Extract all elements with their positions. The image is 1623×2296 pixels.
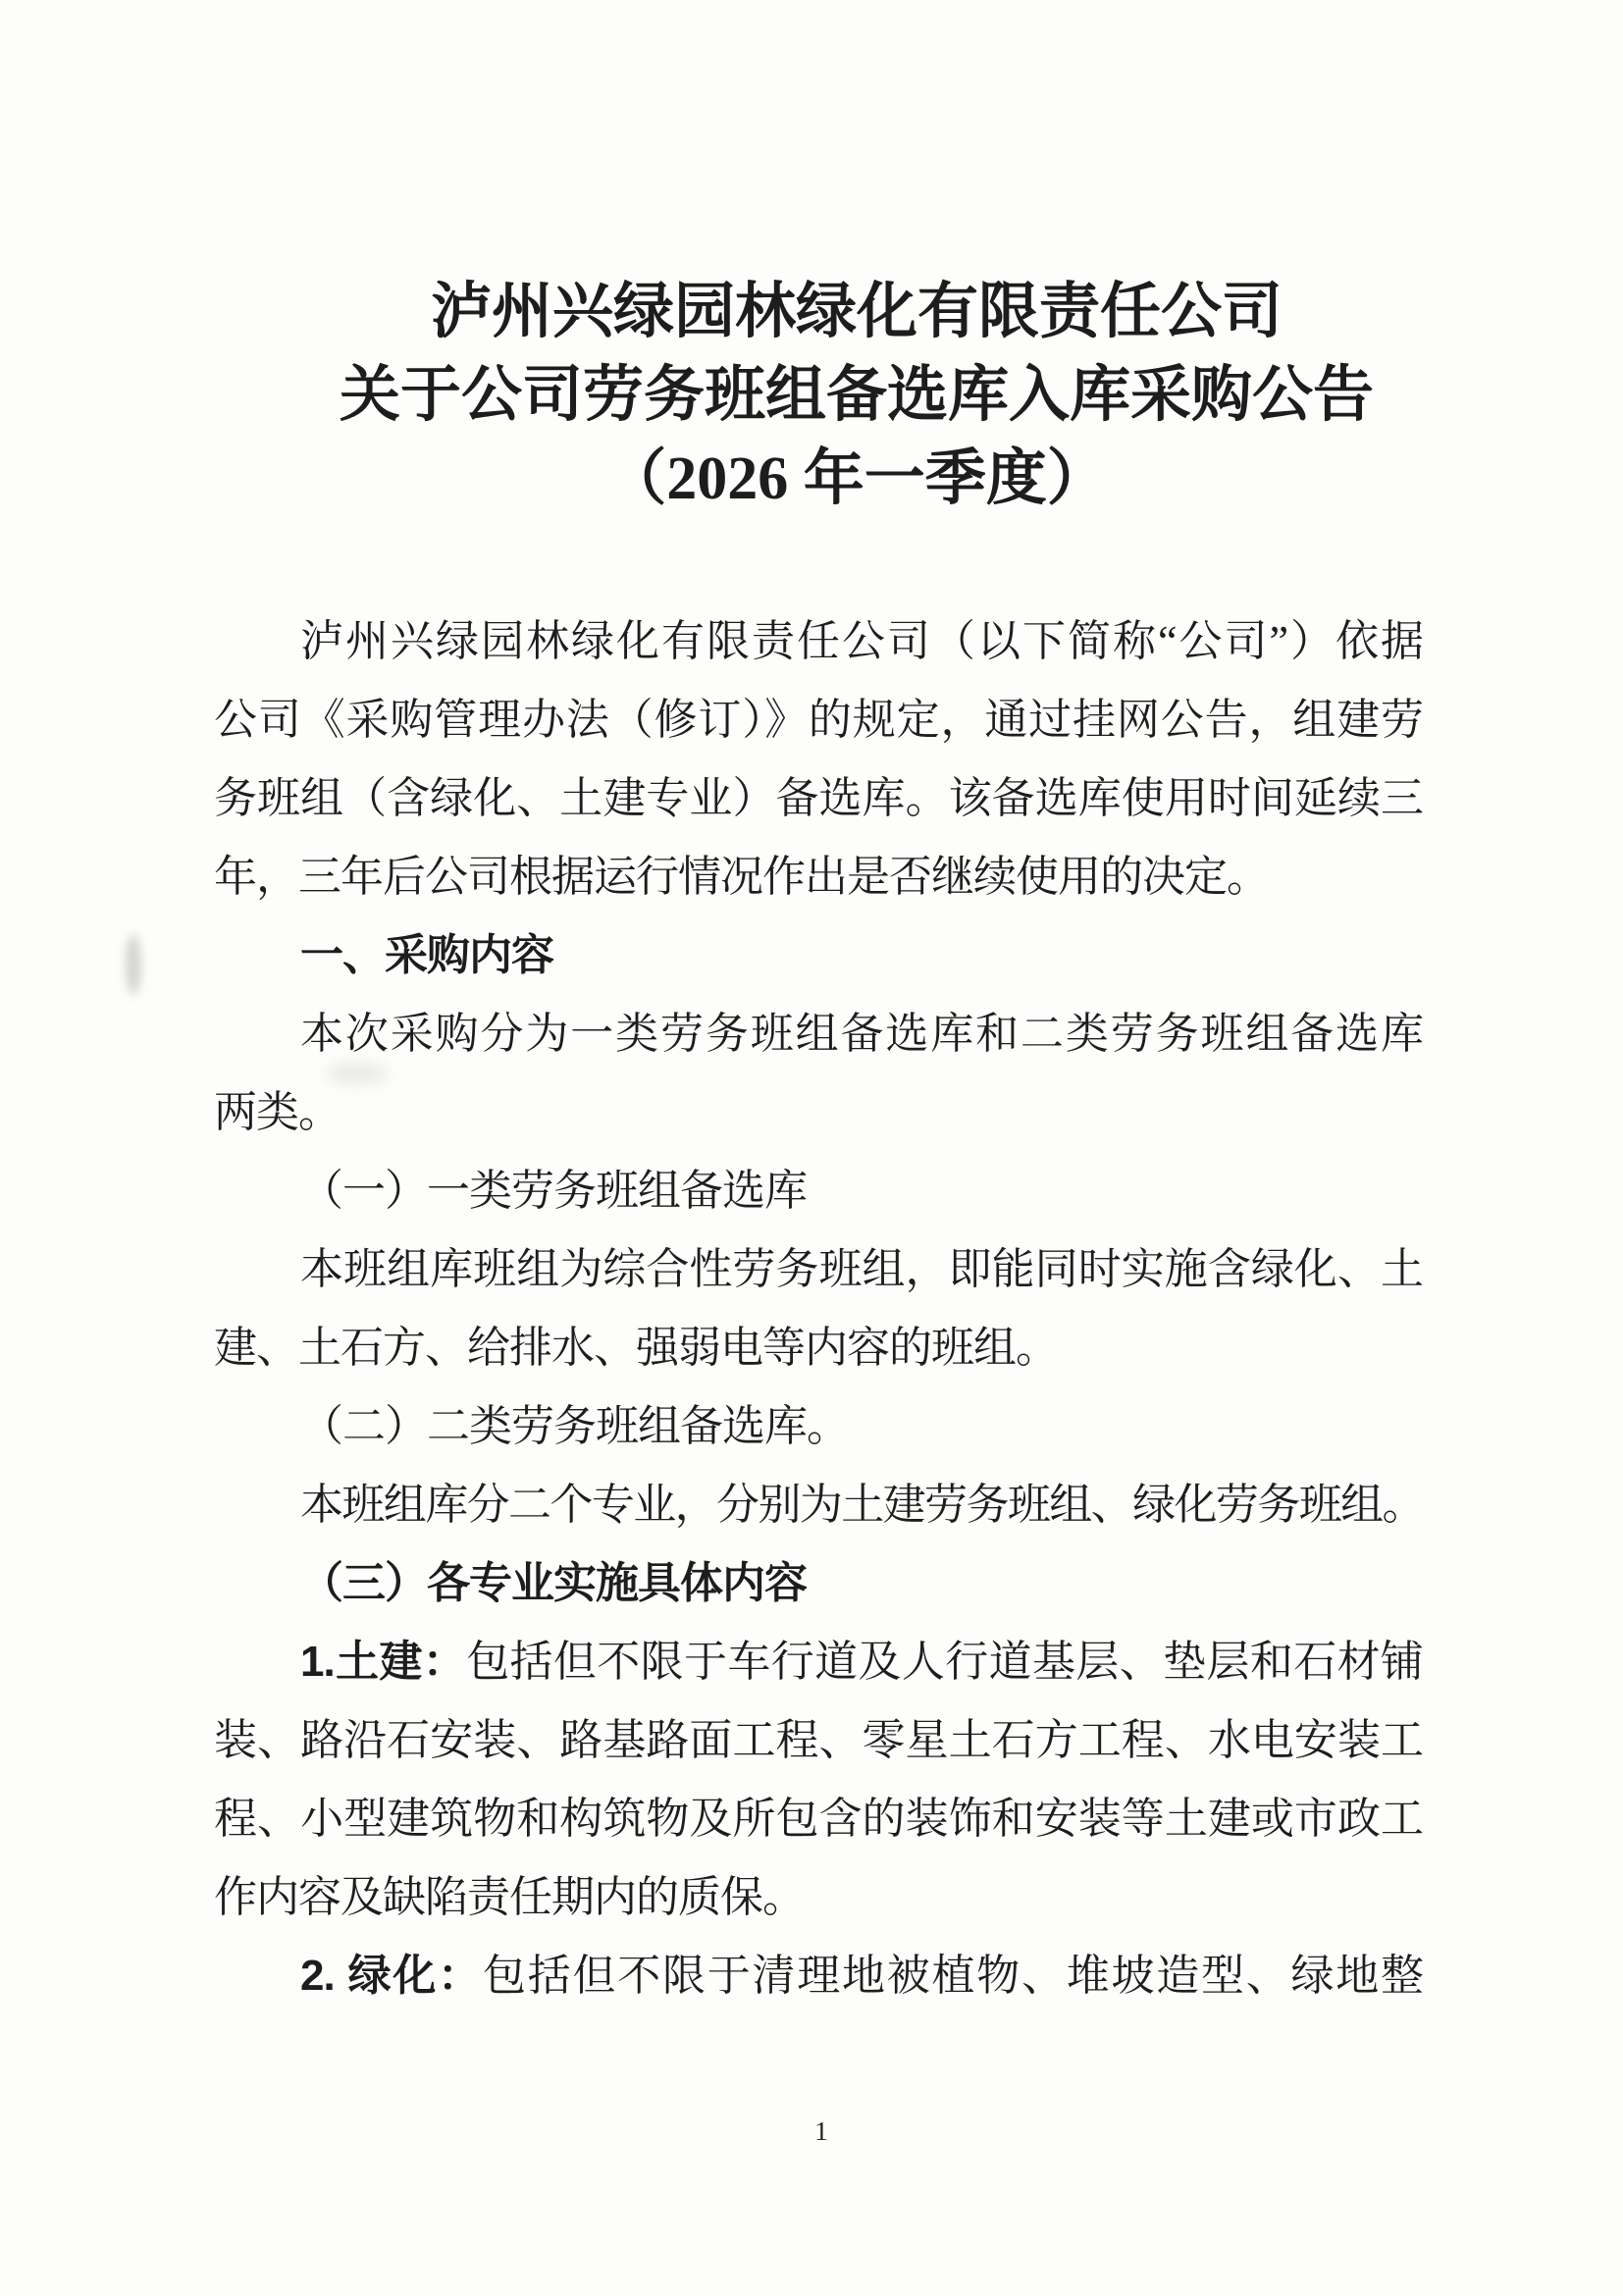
text-run: 泸州兴绿园林绿化有限责任公司（以下简称“公司”）依据	[300, 617, 1423, 665]
text-run: 年，三年后公司根据运行情况作出是否继续使用的决定。	[214, 853, 1269, 901]
text-line	[214, 1073, 1423, 1152]
text-line	[214, 759, 1423, 838]
text-line	[214, 1780, 1423, 1858]
text-line	[214, 1937, 1423, 2015]
text-run: 公司《采购管理办法（修订）》的规定，通过挂网公告，组建劳	[214, 696, 1423, 744]
text-run: 包括但不限于清理地被植物、堆坡造型、绿地整	[482, 1952, 1424, 2000]
document-title-line-3: （2026 年一季度）	[605, 445, 1108, 512]
document-title-line-2: 关于公司劳务班组备选库入库采购公告	[339, 362, 1374, 429]
text-line	[214, 1309, 1423, 1387]
text-line	[214, 1387, 1423, 1466]
text-run: 本班组库分二个专业，分别为土建劳务班组、绿化劳务班组。	[300, 1481, 1423, 1529]
text-run: 本次采购分为一类劳务班组备选库和二类劳务班组备选库	[300, 1010, 1423, 1058]
bold-run: 2. 绿化：	[300, 1952, 483, 2000]
document-body	[214, 602, 1423, 2015]
text-line	[214, 1466, 1423, 1544]
text-run: 程、小型建筑物和构筑物及所包含的装饰和安装等土建或市政工	[214, 1795, 1423, 1843]
scan-artifact	[126, 934, 141, 995]
text-run: 包括但不限于车行道及人行道基层、垫层和石材铺	[466, 1638, 1423, 1686]
page-number: 1	[814, 2116, 828, 2146]
text-run: 建、土石方、给排水、强弱电等内容的班组。	[214, 1324, 1058, 1372]
section-heading-line	[214, 916, 1423, 995]
text-run: 两类。	[214, 1088, 340, 1136]
text-line	[214, 1230, 1423, 1309]
text-run: 作内容及缺陷责任期内的质保。	[214, 1873, 805, 1921]
text-line	[214, 838, 1423, 916]
text-line	[214, 995, 1423, 1073]
text-run: 本班组库班组为综合性劳务班组，即能同时实施含绿化、土	[300, 1245, 1423, 1293]
text-run: 装、路沿石安装、路基路面工程、零星土石方工程、水电安装工	[214, 1716, 1423, 1764]
text-line	[214, 681, 1423, 759]
text-run: （一）一类劳务班组备选库	[300, 1167, 807, 1215]
text-line	[214, 1701, 1423, 1780]
text-run: （三）各专业实施具体内容	[300, 1559, 807, 1607]
text-run: 务班组（含绿化、土建专业）备选库。该备选库使用时间延续三	[214, 774, 1423, 822]
text-line	[214, 1152, 1423, 1230]
bold-run: 1.土建：	[300, 1638, 467, 1686]
text-line	[214, 1623, 1423, 1701]
document-title-line-1: 泸州兴绿园林绿化有限责任公司	[430, 279, 1283, 345]
text-line	[214, 1858, 1423, 1937]
text-run: （二）二类劳务班组备选库。	[300, 1402, 849, 1450]
section-heading-line	[214, 1544, 1423, 1623]
text-run: 一、采购内容	[300, 931, 553, 979]
document-title	[90, 271, 1623, 521]
text-line	[214, 602, 1423, 681]
